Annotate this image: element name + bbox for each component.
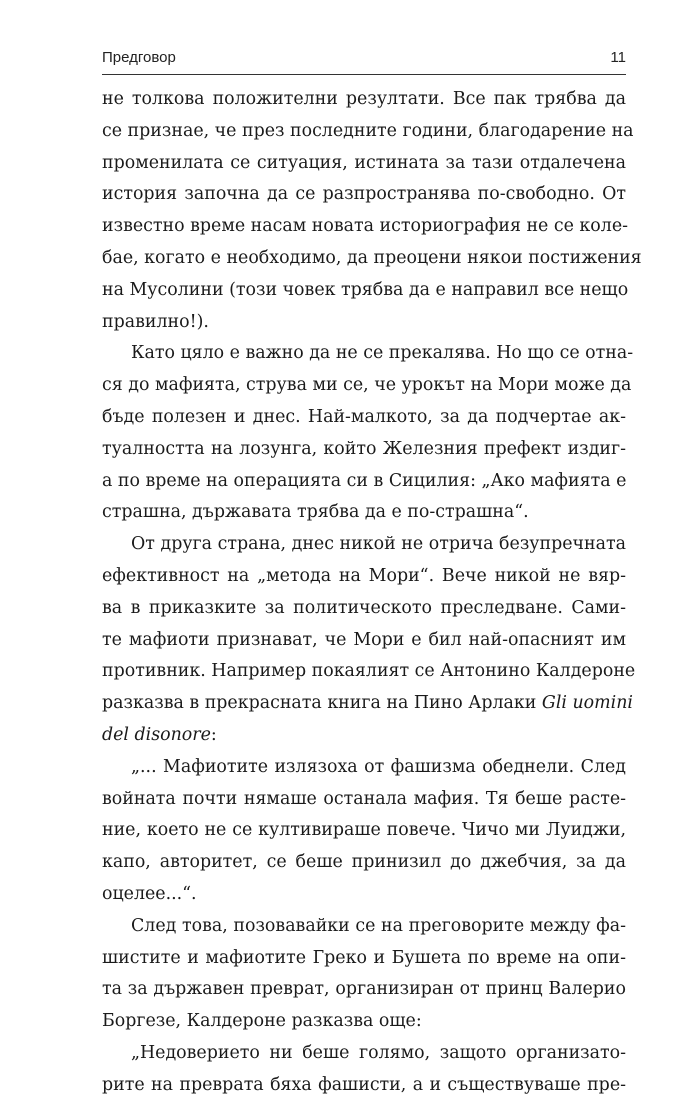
text-line: ва в приказките за политическото преследване. Сами-: [102, 597, 626, 618]
text-line: След това, позовавайки се на преговорите между фа-: [131, 915, 626, 936]
text-line: От друга страна, днес никой не отрича безупречната: [131, 534, 626, 555]
text-line: та за държавен преврат, организиран от принц Валерио: [102, 979, 626, 1000]
book-title: Gli uomini: [541, 693, 633, 714]
text-line: се признае, че през последните години, благодарение на: [102, 120, 634, 141]
running-header: [102, 44, 626, 75]
paragraph: [102, 338, 634, 529]
text-line: ефективност на „метода на Мори“. Вече никой не вяр-: [102, 565, 626, 586]
text-line: туалността на лозунга, който Железния префект издиг-: [102, 438, 626, 459]
book-title: del disonore: [102, 724, 211, 745]
text-line: войната почти нямаше останала мафия. Тя беше расте-: [102, 788, 626, 809]
paragraph: [102, 84, 642, 338]
paragraph: [102, 911, 626, 1038]
text-line: ние, което не се култивираше повече. Чичо ми Луиджи,: [102, 820, 626, 841]
text-line: те мафиоти признават, че Мори е бил най-опасният им: [102, 629, 626, 650]
text-line: на Мусолини (този човек трябва да е направил все нещо: [102, 279, 629, 300]
text-line: бъде полезен и днес. Най-малкото, за да подчертае ак-: [102, 406, 626, 427]
paragraph: [102, 1038, 626, 1102]
text-line: рите на преврата бяха фашисти, а и съществуваше пре-: [102, 1074, 626, 1095]
section-title: Предговор: [102, 49, 176, 66]
text-line: страшна, държавата трябва да е по-страшна“.: [102, 502, 529, 523]
text-line: противник. Например покаялият се Антонино Калдероне: [102, 661, 636, 682]
text-line: не толкова положителни резултати. Все пак трябва да: [102, 89, 626, 109]
text-line: ся до мафията, струва ми се, че урокът на Мори може да: [102, 375, 632, 396]
paragraph: [102, 752, 626, 911]
text-line: [102, 688, 633, 720]
text-line: [102, 720, 626, 752]
text-line: а по време на операцията си в Сицилия: „Ако мафията е: [102, 470, 627, 491]
body-text: [102, 84, 642, 1102]
text-line: „Недоверието ни беше голямо, защото организато-: [131, 1042, 626, 1063]
text-line: Боргезе, Калдероне разказва още:: [102, 1011, 422, 1032]
text-line: правилно!).: [102, 311, 209, 332]
text-line: история започна да се разпространява по-свободно. От: [102, 184, 626, 205]
text-line: капо, авторитет, се беше принизил до джебчия, за да: [102, 852, 626, 873]
text-line: бае, когато е необходимо, да преоцени някои постижения: [102, 247, 642, 268]
text-line: „... Мафиотите излязоха от фашизма обеднели. След: [131, 756, 626, 777]
text-segment: разказва в прекрасната книга на Пино Арлаки: [102, 693, 537, 714]
text-line: известно време насам новата историография не се коле-: [102, 216, 628, 237]
paragraph: [102, 529, 636, 752]
text-line: шистите и мафиотите Греко и Бушета по време на опи-: [102, 947, 626, 968]
text-line: оцелее...“.: [102, 883, 197, 904]
page-number: 11: [610, 49, 626, 66]
text-line: променилата се ситуация, истината за тази отдалечена: [102, 152, 626, 173]
text-line: Като цяло е важно да не се прекалява. Но що се отна-: [131, 343, 634, 364]
text-segment: :: [210, 724, 217, 745]
